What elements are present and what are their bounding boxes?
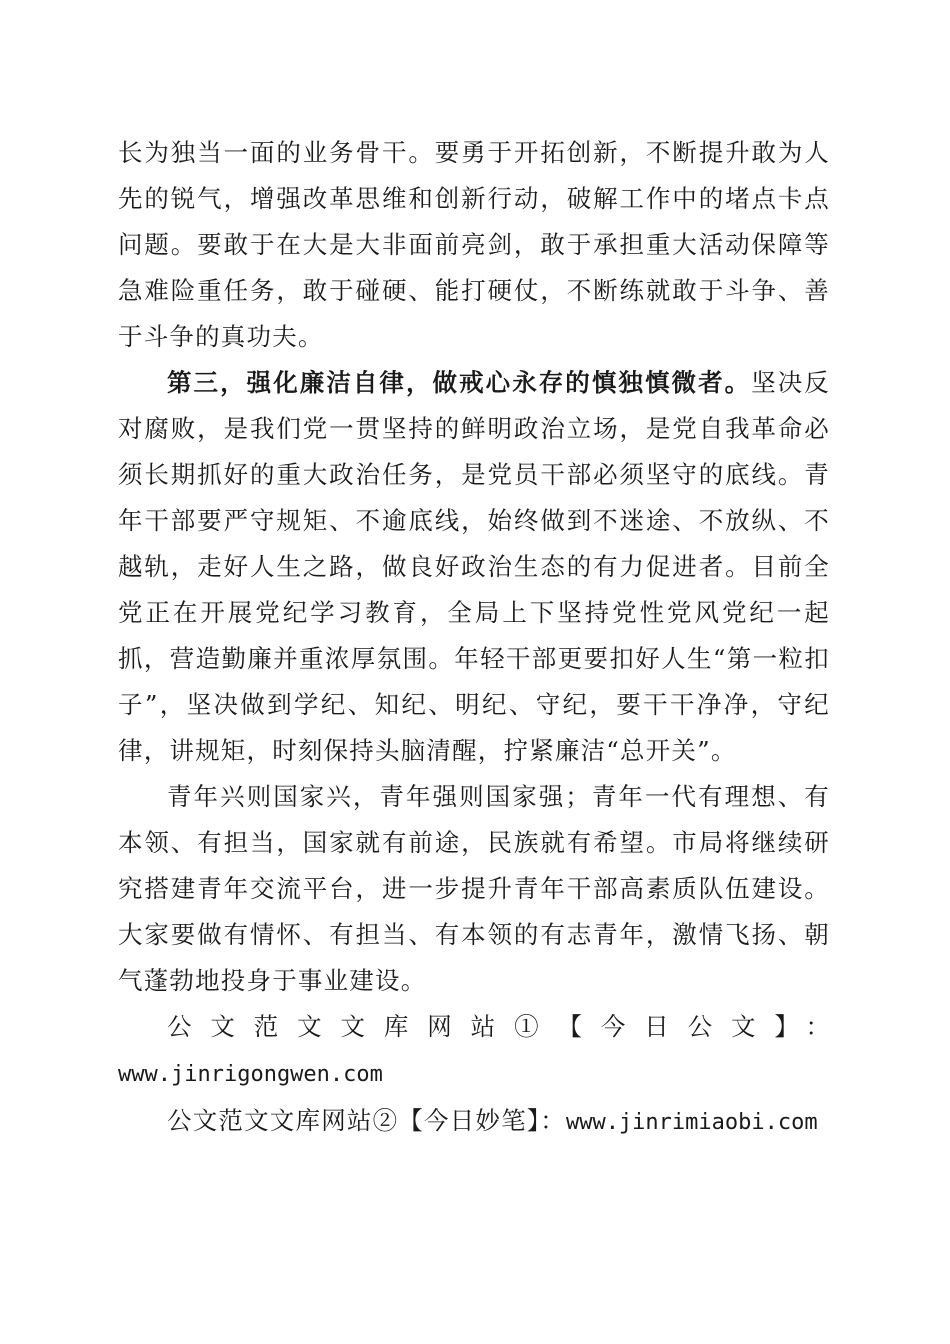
paragraph-2-heading: 第三，强化廉洁自律，做戒心永存的慎独慎微者。	[167, 368, 752, 397]
website-1-url[interactable]: www.jinrigongwen.com	[118, 1062, 383, 1087]
paragraph-3: 青年兴则国家兴，青年强则国家强；青年一代有理想、有本领、有担当，国家就有前途，民族就有希望。市局将继续研究搭建青年交流平台，进一步提升青年干部高素质队伍建设。大家要做有情怀、有担当、有本领的有志青年，激情飞扬、朝气蓬勃地投身于事业建设。	[118, 782, 830, 995]
website-1-link-line	[118, 1050, 830, 1098]
document-page	[118, 130, 830, 1146]
website-2-line	[118, 1098, 830, 1146]
website-1-label: 公文范文文库网站①【今日公文】：	[167, 1012, 830, 1041]
paragraph-1: 长为独当一面的业务骨干。要勇于开拓创新，不断提升敢为人先的锐气，增强改革思维和创新行动，破解工作中的堵点卡点问题。要敢于在大是大非面前亮剑，敢于承担重大活动保障等急难险重任务，敢于碰硬、能打硬仗，不断练就敢于斗争、善于斗争的真功夫。	[118, 138, 830, 351]
website-2-label: 公文范文文库网站②【今日妙笔】：	[167, 1106, 566, 1135]
paragraph-2	[118, 360, 830, 774]
paragraph-2-body: 坚决反对腐败，是我们党一贯坚持的鲜明政治立场，是党自我革命必须长期抓好的重大政治任务，是党员干部必须坚守的底线。青年干部要严守规矩、不逾底线，始终做到不迷途、不放纵、不越轨，走好人生之路，做良好政治生态的有力促进者。目前全党正在开展党纪学习教育，全局上下坚持党性党风党纪一起抓，营造勤廉并重浓厚氛围。年轻干部更要扣好人生“第一粒扣子”，坚决做到学纪、知纪、明纪、守纪，要干干净净，守纪律，讲规矩，时刻保持头脑清醒，拧紧廉洁“总开关”。	[118, 368, 830, 765]
website-2-url[interactable]: www.jinrimiaobi.com	[565, 1110, 818, 1135]
